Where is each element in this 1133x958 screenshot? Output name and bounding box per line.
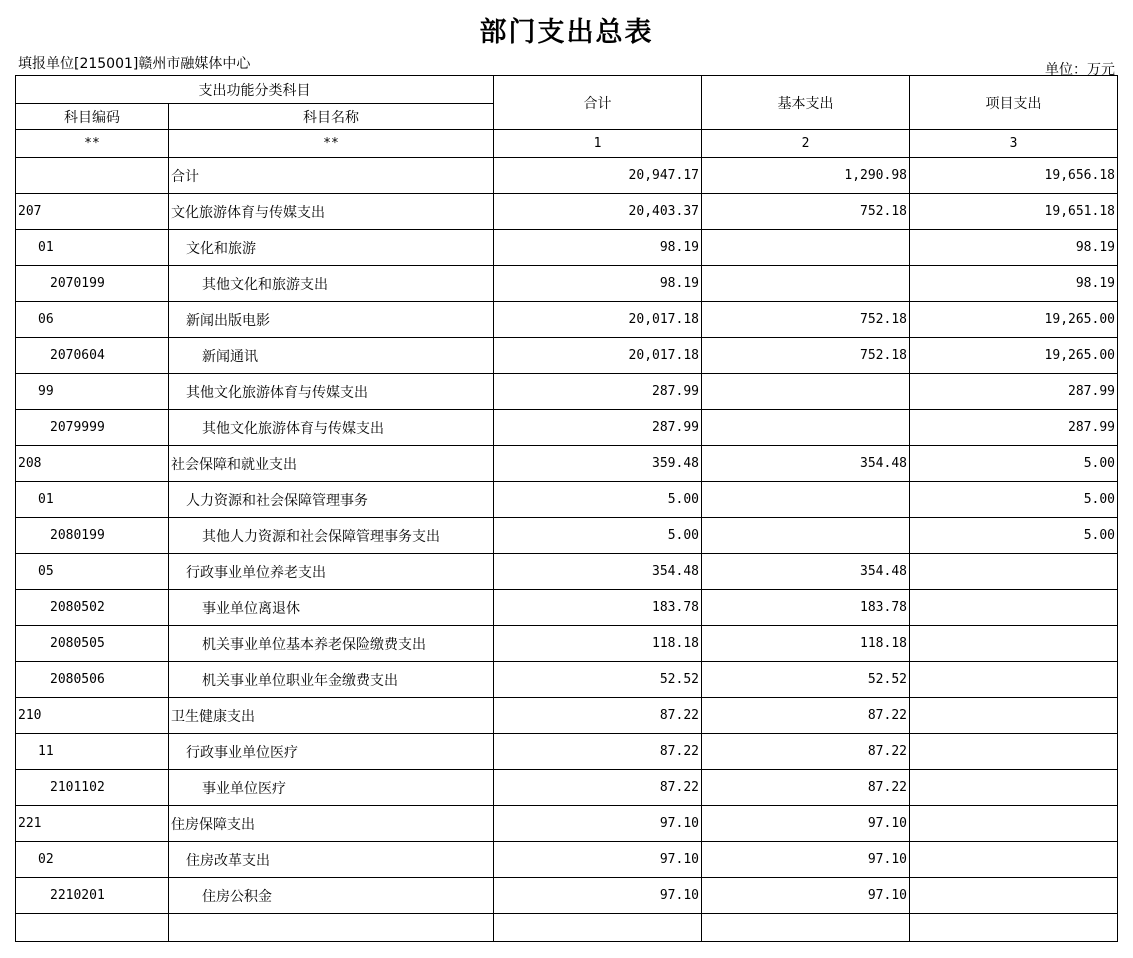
header-category-group: 支出功能分类科目 xyxy=(16,76,494,104)
index-basic: 2 xyxy=(702,130,910,158)
cell-basic: 752.18 xyxy=(702,194,910,230)
table-row xyxy=(16,770,1118,806)
cell-name: 其他文化旅游体育与传媒支出 xyxy=(169,410,494,446)
cell-code: 221 xyxy=(16,806,169,842)
cell-project xyxy=(910,806,1118,842)
cell-total: 183.78 xyxy=(494,590,702,626)
cell-project xyxy=(910,734,1118,770)
cell-name: 社会保障和就业支出 xyxy=(169,446,494,482)
cell-basic: 752.18 xyxy=(702,338,910,374)
cell-project xyxy=(910,698,1118,734)
cell-total: 97.10 xyxy=(494,842,702,878)
cell-basic xyxy=(702,914,910,942)
cell-project xyxy=(910,590,1118,626)
cell-code xyxy=(16,914,169,942)
table-row xyxy=(16,374,1118,410)
cell-project: 19,265.00 xyxy=(910,338,1118,374)
table-row xyxy=(16,518,1118,554)
cell-code: 11 xyxy=(16,734,169,770)
cell-code: 2101102 xyxy=(16,770,169,806)
cell-name: 文化和旅游 xyxy=(169,230,494,266)
cell-name: 住房保障支出 xyxy=(169,806,494,842)
header-code: 科目编码 xyxy=(16,104,169,130)
table-body xyxy=(16,158,1118,942)
cell-total: 5.00 xyxy=(494,518,702,554)
cell-name: 新闻出版电影 xyxy=(169,302,494,338)
cell-project: 287.99 xyxy=(910,410,1118,446)
table-row xyxy=(16,266,1118,302)
cell-basic: 97.10 xyxy=(702,878,910,914)
cell-name: 机关事业单位职业年金缴费支出 xyxy=(169,662,494,698)
cell-name: 事业单位离退休 xyxy=(169,590,494,626)
cell-code: 01 xyxy=(16,482,169,518)
cell-basic: 97.10 xyxy=(702,806,910,842)
cell-total: 359.48 xyxy=(494,446,702,482)
cell-code: 207 xyxy=(16,194,169,230)
cell-total: 87.22 xyxy=(494,734,702,770)
cell-total: 52.52 xyxy=(494,662,702,698)
cell-name: 住房公积金 xyxy=(169,878,494,914)
cell-project xyxy=(910,770,1118,806)
cell-total xyxy=(494,914,702,942)
cell-basic: 183.78 xyxy=(702,590,910,626)
cell-basic: 354.48 xyxy=(702,554,910,590)
cell-basic: 87.22 xyxy=(702,734,910,770)
table-row xyxy=(16,626,1118,662)
header-total: 合计 xyxy=(494,76,702,130)
cell-name: 住房改革支出 xyxy=(169,842,494,878)
header-basic: 基本支出 xyxy=(702,76,910,130)
filing-unit: 填报单位[215001]赣州市融媒体中心 xyxy=(18,56,251,72)
cell-total: 20,017.18 xyxy=(494,338,702,374)
cell-code: 02 xyxy=(16,842,169,878)
table-row xyxy=(16,302,1118,338)
cell-name: 其他人力资源和社会保障管理事务支出 xyxy=(169,518,494,554)
cell-project xyxy=(910,878,1118,914)
cell-code: 2080502 xyxy=(16,590,169,626)
cell-code: 01 xyxy=(16,230,169,266)
table-row xyxy=(16,590,1118,626)
cell-code: 210 xyxy=(16,698,169,734)
cell-name: 其他文化旅游体育与传媒支出 xyxy=(169,374,494,410)
cell-project: 19,651.18 xyxy=(910,194,1118,230)
index-name: ** xyxy=(169,130,494,158)
cell-project: 5.00 xyxy=(910,482,1118,518)
index-code: ** xyxy=(16,130,169,158)
cell-total: 287.99 xyxy=(494,374,702,410)
table-row xyxy=(16,338,1118,374)
cell-total: 98.19 xyxy=(494,266,702,302)
table-row xyxy=(16,662,1118,698)
cell-project: 98.19 xyxy=(910,266,1118,302)
cell-total: 20,947.17 xyxy=(494,158,702,194)
cell-basic: 87.22 xyxy=(702,698,910,734)
cell-basic: 97.10 xyxy=(702,842,910,878)
table-row xyxy=(16,698,1118,734)
cell-name: 卫生健康支出 xyxy=(169,698,494,734)
cell-total: 5.00 xyxy=(494,482,702,518)
cell-name: 合计 xyxy=(169,158,494,194)
cell-total: 287.99 xyxy=(494,410,702,446)
table-row xyxy=(16,446,1118,482)
table-row xyxy=(16,734,1118,770)
cell-name: 机关事业单位基本养老保险缴费支出 xyxy=(169,626,494,662)
cell-project: 5.00 xyxy=(910,518,1118,554)
page-title: 部门支出总表 xyxy=(479,17,654,48)
table-row xyxy=(16,410,1118,446)
cell-code: 2079999 xyxy=(16,410,169,446)
cell-code: 99 xyxy=(16,374,169,410)
cell-basic xyxy=(702,230,910,266)
cell-code: 2080505 xyxy=(16,626,169,662)
cell-basic: 87.22 xyxy=(702,770,910,806)
cell-code: 2070604 xyxy=(16,338,169,374)
cell-total: 20,403.37 xyxy=(494,194,702,230)
header-name: 科目名称 xyxy=(169,104,494,130)
cell-code: 2080199 xyxy=(16,518,169,554)
cell-basic xyxy=(702,410,910,446)
cell-project: 19,656.18 xyxy=(910,158,1118,194)
cell-name: 新闻通讯 xyxy=(169,338,494,374)
cell-name: 行政事业单位医疗 xyxy=(169,734,494,770)
cell-basic: 1,290.98 xyxy=(702,158,910,194)
cell-basic: 752.18 xyxy=(702,302,910,338)
table-row xyxy=(16,482,1118,518)
table-row xyxy=(16,554,1118,590)
cell-project xyxy=(910,662,1118,698)
index-total: 1 xyxy=(494,130,702,158)
cell-code: 2080506 xyxy=(16,662,169,698)
cell-code: 208 xyxy=(16,446,169,482)
cell-project xyxy=(910,842,1118,878)
cell-project: 287.99 xyxy=(910,374,1118,410)
cell-total: 118.18 xyxy=(494,626,702,662)
cell-project: 19,265.00 xyxy=(910,302,1118,338)
table-row xyxy=(16,194,1118,230)
index-project: 3 xyxy=(910,130,1118,158)
table-row xyxy=(16,806,1118,842)
cell-total: 97.10 xyxy=(494,806,702,842)
cell-total: 87.22 xyxy=(494,770,702,806)
currency-unit: 单位：万元 xyxy=(1045,62,1115,78)
cell-basic: 118.18 xyxy=(702,626,910,662)
cell-project xyxy=(910,626,1118,662)
cell-basic xyxy=(702,482,910,518)
cell-name: 行政事业单位养老支出 xyxy=(169,554,494,590)
table-row xyxy=(16,842,1118,878)
table-row xyxy=(16,878,1118,914)
cell-project: 5.00 xyxy=(910,446,1118,482)
header-project: 项目支出 xyxy=(910,76,1118,130)
cell-code: 2070199 xyxy=(16,266,169,302)
cell-name: 其他文化和旅游支出 xyxy=(169,266,494,302)
cell-name: 人力资源和社会保障管理事务 xyxy=(169,482,494,518)
cell-basic: 52.52 xyxy=(702,662,910,698)
cell-total: 87.22 xyxy=(494,698,702,734)
cell-project xyxy=(910,554,1118,590)
cell-code xyxy=(16,158,169,194)
cell-name: 文化旅游体育与传媒支出 xyxy=(169,194,494,230)
cell-project xyxy=(910,914,1118,942)
expenditure-table xyxy=(15,75,1118,942)
cell-basic xyxy=(702,374,910,410)
cell-basic: 354.48 xyxy=(702,446,910,482)
cell-code: 05 xyxy=(16,554,169,590)
cell-total: 354.48 xyxy=(494,554,702,590)
table-row xyxy=(16,914,1118,942)
cell-total: 20,017.18 xyxy=(494,302,702,338)
cell-total: 97.10 xyxy=(494,878,702,914)
cell-name: 事业单位医疗 xyxy=(169,770,494,806)
cell-code: 2210201 xyxy=(16,878,169,914)
cell-basic xyxy=(702,266,910,302)
cell-total: 98.19 xyxy=(494,230,702,266)
table-row xyxy=(16,158,1118,194)
cell-basic xyxy=(702,518,910,554)
table-row xyxy=(16,230,1118,266)
cell-name xyxy=(169,914,494,942)
cell-project: 98.19 xyxy=(910,230,1118,266)
cell-code: 06 xyxy=(16,302,169,338)
